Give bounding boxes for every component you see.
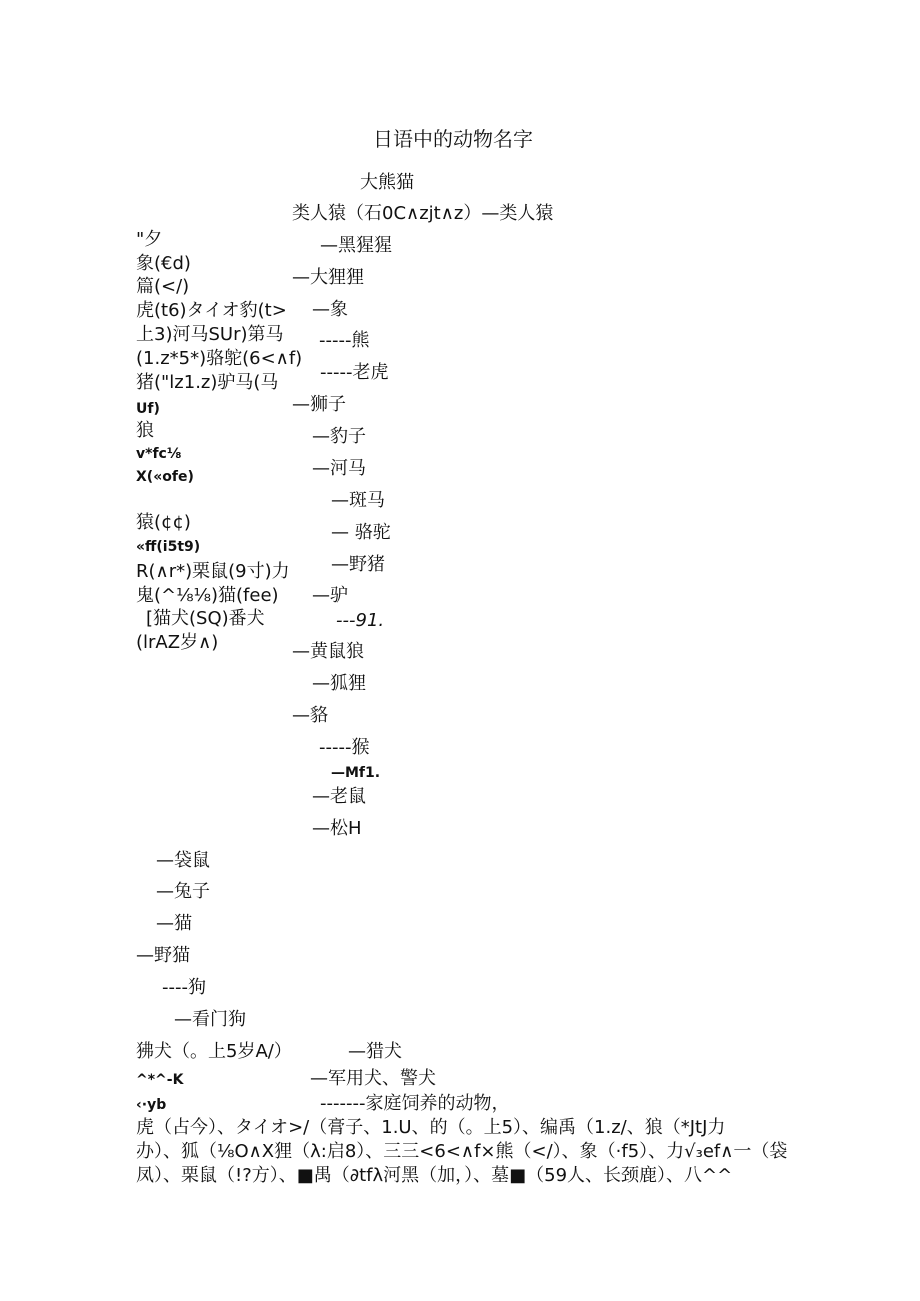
animal-entry-mouse: —老鼠 — [312, 786, 366, 807]
animal-entry-military-dog: —军用犬、警犬 — [310, 1068, 436, 1089]
left-entry: (1.z*5*)骆鸵(6<∧f) — [136, 348, 303, 369]
left-entry: «ff(i5t9) — [136, 539, 201, 555]
bottom-left-entry: ‹·yb — [136, 1097, 167, 1113]
animal-entry-hunting-dog: —猎犬 — [348, 1041, 402, 1062]
animal-entry-garbled: —Mf1. — [331, 765, 381, 781]
animal-entry-cat: —猫 — [156, 913, 192, 934]
animal-entry-pets: -------家庭饲养的动物， — [320, 1093, 510, 1114]
animal-entry-zebra: —斑马 — [331, 490, 385, 511]
animal-entry-leopard: —豹子 — [312, 426, 366, 447]
left-entry: v*fc⅛ — [136, 446, 182, 462]
animal-entry-squirrel: —松H — [312, 818, 362, 839]
left-entry: (lrAZ岁∧) — [136, 632, 219, 653]
left-entry: 象(€d) — [136, 253, 191, 274]
animal-entry-monkey: -----猴 — [319, 737, 370, 758]
animal-entry-tiger: -----老虎 — [320, 362, 389, 383]
left-entry: Uf) — [136, 401, 160, 417]
animal-entry-raccoon-dog: —貉 — [292, 705, 328, 726]
animal-entry-elephant: —象 — [312, 299, 348, 320]
left-entry: R(∧r*)栗鼠(9寸)力 — [136, 561, 290, 582]
left-entry: X(«ofe) — [136, 469, 194, 485]
paragraph-line: 凤）、栗鼠（!?方）、■禺（∂tfλ河黑（加，）、墓■（59人、长颈鹿）、八^^ — [136, 1165, 733, 1186]
animal-entry-wild-cat: —野猫 — [136, 945, 190, 966]
animal-entry-ape: 类人猿（石0C∧zjt∧z）—类人猿 — [292, 203, 554, 224]
left-entry: 上3)河马SUr)第马 — [136, 324, 284, 345]
left-entry: 狼 — [136, 420, 154, 441]
left-entry: 猿(¢¢) — [136, 512, 191, 533]
paragraph-line: 办）、狐（⅛O∧X狸（λ:启8）、三三<6<∧f×熊（</）、象（·f5）、力√₃ef∧一（袋 — [136, 1141, 788, 1162]
animal-entry-watchdog: —看门狗 — [174, 1009, 246, 1030]
page-title: 日语中的动物名字 — [373, 127, 533, 151]
bottom-left-entry: ^*^-K — [136, 1072, 184, 1088]
animal-entry-unclear: ---91. — [336, 610, 385, 631]
left-entry: "夕 — [136, 229, 163, 250]
animal-entry-lion: —狮子 — [292, 394, 346, 415]
animal-entry-kangaroo: —袋鼠 — [156, 850, 210, 871]
bottom-left-entry: 狒犬（。上5岁A/） — [136, 1041, 292, 1062]
animal-entry-camel: — 骆驼 — [331, 522, 391, 543]
animal-entry-weasel: —黄鼠狼 — [292, 641, 364, 662]
paragraph-line: 虎（占今）、タイオ>/（膏子、1.U、的（。上5）、编禹（1.z/、狼（*JtJ力 — [136, 1117, 726, 1138]
animal-entry-bear: -----熊 — [319, 330, 370, 351]
animal-entry-orangutan: —大狸狸 — [292, 267, 364, 288]
left-entry: 虎(t6)タイオ豹(t> — [136, 300, 287, 321]
left-entry: 鬼(^⅛⅛)猫(fee) — [136, 585, 279, 606]
animal-entry-giant-panda: 大熊猫 — [360, 172, 414, 193]
animal-entry-hippo: —河马 — [312, 458, 366, 479]
animal-entry-donkey: —驴 — [312, 585, 348, 606]
animal-entry-rabbit: —兔子 — [156, 881, 210, 902]
left-entry: 猪("lz1.z)驴马(马 — [136, 372, 279, 393]
animal-entry-dog: ----狗 — [162, 977, 206, 998]
animal-entry-chimpanzee: —黑猩猩 — [320, 235, 392, 256]
left-entry: 篇(</) — [136, 276, 190, 297]
left-entry: [猫犬(SQ)番犬 — [146, 608, 265, 629]
animal-entry-wild-boar: —野猪 — [331, 554, 385, 575]
animal-entry-fox: —狐狸 — [312, 673, 366, 694]
